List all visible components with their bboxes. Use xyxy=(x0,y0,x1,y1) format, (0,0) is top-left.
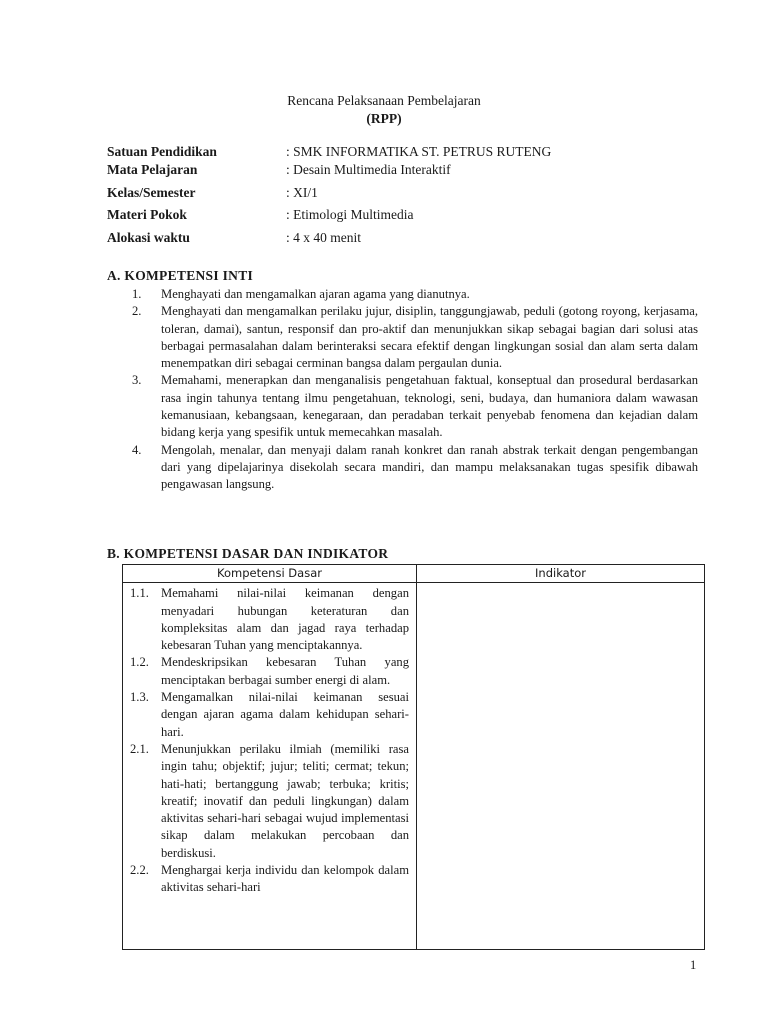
list-item xyxy=(124,741,415,862)
kompetensi-dasar-cell xyxy=(123,583,417,950)
column-header-indikator: Indikator xyxy=(417,565,705,583)
list-item-text: Mendeskripsikan kebesaran Tuhan yang menciptakan berbagai sumber energi di alam. xyxy=(161,655,409,687)
indikator-cell xyxy=(417,583,705,950)
identity-label: Mata Pelajaran xyxy=(107,162,198,177)
document-subtitle: (RPP) xyxy=(366,111,402,126)
list-item xyxy=(124,862,415,897)
table-header-row xyxy=(123,565,705,583)
list-item xyxy=(132,286,698,303)
list-item xyxy=(124,654,415,689)
list-item-number: 1. xyxy=(132,287,142,301)
list-item-text: Mengolah, menalar, dan menyaji dalam ranah konkret dan ranah abstrak terkait dengan pengembangan dari yang dipelajarinya disekolah secara mandiri, dan mampu melaksanakan tugas spesifik dibawah pengawasan langsung. xyxy=(161,442,698,492)
list-item-number: 1.2. xyxy=(130,655,149,670)
identity-value: : Desain Multimedia Interaktif xyxy=(286,162,451,177)
list-item-number: 2. xyxy=(132,304,142,319)
identity-label: Satuan Pendidikan xyxy=(107,144,217,159)
identity-label: Materi Pokok xyxy=(107,207,187,222)
list-item-text: Menghargai kerja individu dan kelompok dalam aktivitas sehari-hari xyxy=(161,863,409,895)
list-item-number: 1.3. xyxy=(130,690,149,705)
list-item-text: Menghayati dan mengamalkan ajaran agama yang dianutnya. xyxy=(161,287,470,301)
list-item xyxy=(124,689,415,741)
list-item-text: Mengamalkan nilai-nilai keimanan sesuai dengan ajaran agama dalam kehidupan sehari-hari. xyxy=(161,690,409,739)
identity-value: : Etimologi Multimedia xyxy=(286,207,414,222)
list-item-number: 4. xyxy=(132,442,142,457)
section-a-heading: A. KOMPETENSI INTI xyxy=(107,268,254,283)
identity-value: : 4 x 40 menit xyxy=(286,230,361,245)
list-item xyxy=(124,585,415,654)
identity-value: : XI/1 xyxy=(286,185,318,200)
list-item-number: 2.2. xyxy=(130,863,149,878)
list-item xyxy=(132,442,698,494)
kompetensi-dasar-table xyxy=(122,564,705,950)
column-header-kompetensi-dasar: Kompetensi Dasar xyxy=(123,565,417,583)
identity-label: Kelas/Semester xyxy=(107,185,196,200)
kompetensi-dasar-list xyxy=(124,584,415,948)
list-item xyxy=(132,372,698,441)
table-row xyxy=(123,583,705,950)
list-item xyxy=(132,303,698,372)
list-item-number: 1.1. xyxy=(130,586,149,601)
document-title: Rencana Pelaksanaan Pembelajaran xyxy=(287,93,481,108)
list-item-text: Menunjukkan perilaku ilmiah (memiliki rasa ingin tahu; objektif; jujur; teliti; cermat; tekun; hati-hati; bertanggung jawab; terbuka; kritis; kreatif; inovatif dan peduli lingkungan) dalam aktivitas sehari-hari sebagai wujud implementasi sikap dalam melakukan percobaan dan berdiskusi. xyxy=(161,741,409,860)
list-item-text: Memahami, menerapkan dan menganalisis pengetahuan faktual, konseptual dan prosedural berdasarkan rasa ingin tahunya tentang ilmu pengetahuan, teknologi, seni, budaya, dan humaniora dalam wawasan kemanusiaan, kebangsaan, kenegaraan, dan peradaban terkait penyebab fenomena dan kejadian dalam bidang kerja yang spesifik untuk memecahkan masalah. xyxy=(161,373,698,440)
list-item-text: Menghayati dan mengamalkan perilaku jujur, disiplin, tanggungjawab, peduli (gotong royong, kerjasama, toleran, damai), santun, responsif dan pro-aktif dan menunjukkan sikap sebagai bagian dari solusi atas berbagai permasalahan dalam berinteraksi secara efektif dengan lingkungan sosial dan alam serta dalam menempatkan diri sebagai cerminan bangsa dalam pergaulan dunia. xyxy=(161,304,698,371)
identity-value: : SMK INFORMATIKA ST. PETRUS RUTENG xyxy=(286,144,552,159)
page-number: 1 xyxy=(690,958,697,972)
list-item-number: 3. xyxy=(132,373,142,388)
kompetensi-inti-list xyxy=(132,286,698,494)
section-b-heading: B. KOMPETENSI DASAR DAN INDIKATOR xyxy=(107,546,389,561)
list-item-text: Memahami nilai-nilai keimanan dengan menyadari hubungan keteraturan dan kompleksitas alam dan jagad raya terhadap kebesaran Tuhan yang menciptakannya. xyxy=(161,586,409,653)
identity-label: Alokasi waktu xyxy=(107,230,190,245)
list-item-number: 2.1. xyxy=(130,741,149,756)
